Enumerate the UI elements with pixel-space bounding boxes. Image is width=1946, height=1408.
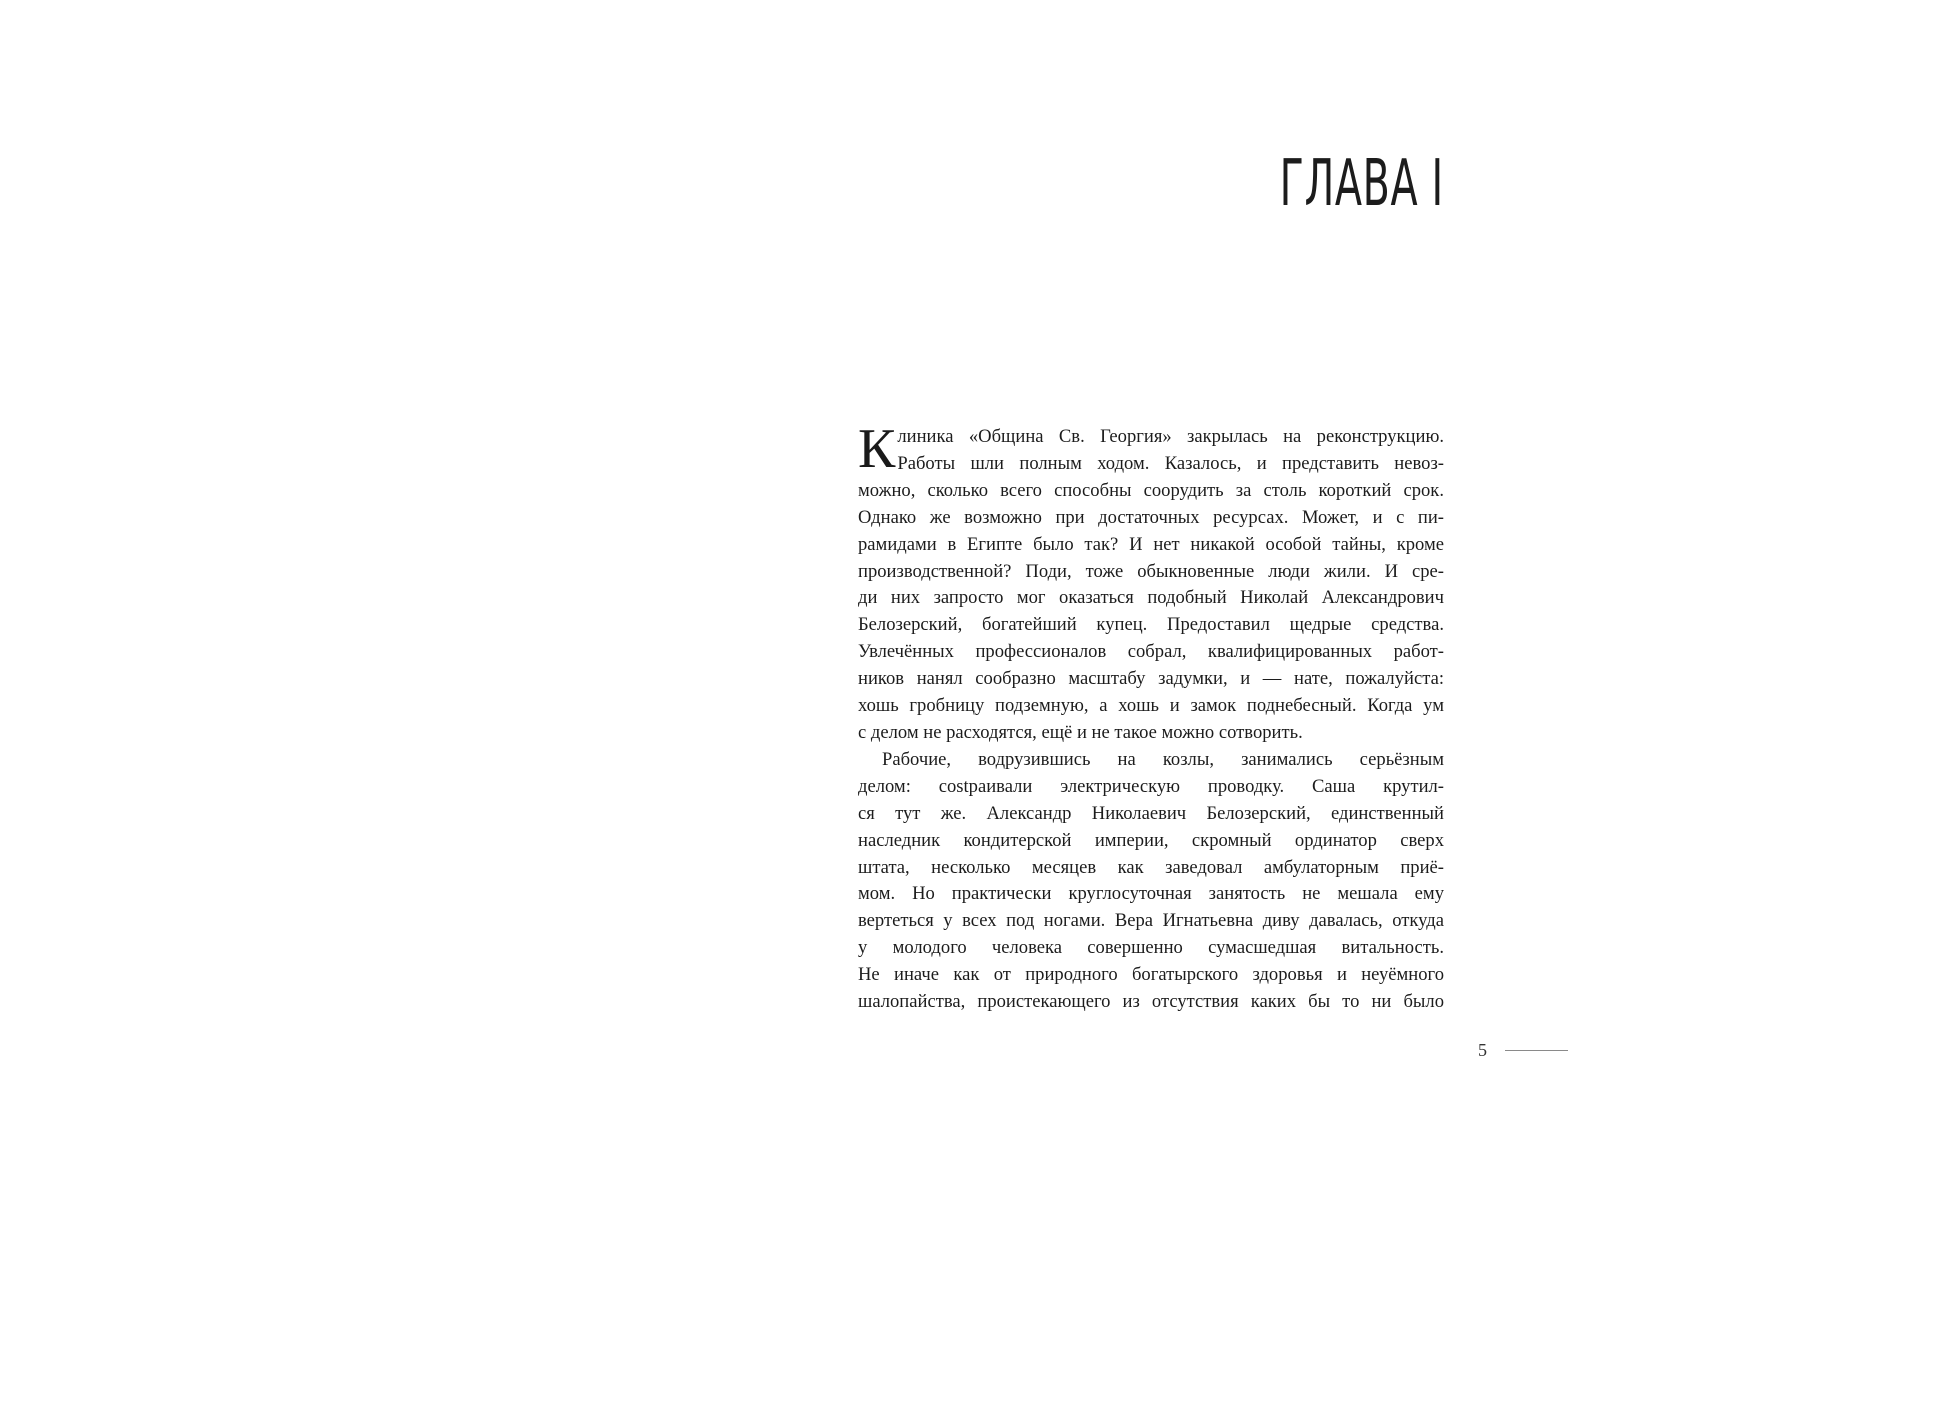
text-line: Увлечённых профессионалов собрал, квалифицированных работ- <box>858 641 1444 663</box>
text-line: наследник кондитерской империи, скромный ординатор сверх <box>858 829 1444 851</box>
text-line: Рабочие, водрузившись на козлы, занимались серьёзным <box>882 748 1444 770</box>
text-line: Белозерский, богатейший купец. Предоставил щедрые средства. <box>858 614 1444 636</box>
paragraph-1 <box>858 418 1444 747</box>
text-line: Не иначе как от природного богатырского здоровья и неуёмного <box>858 964 1444 986</box>
chapter-body <box>858 418 1444 1016</box>
text-line: можно, сколько всего способны соорудить за столь короткий срок. <box>858 479 1444 501</box>
text-line: ди них запросто мог оказаться подобный Николай Александрович <box>858 587 1444 609</box>
text-line: линика «Община Св. Георгия» закрылась на реконструкцию. <box>897 426 1444 447</box>
text-line: с делом не расходятся, ещё и не такое можно сотворить. <box>858 721 1303 743</box>
text-line: рамидами в Египте было так? И нет никакой особой тайны, кроме <box>858 533 1444 555</box>
page-number-rule <box>1505 1050 1568 1051</box>
chapter-title: ГЛАВА I <box>1279 147 1444 221</box>
text-line: хошь гробницу подземную, а хошь и замок поднебесный. Когда ум <box>858 695 1444 717</box>
text-line: Работы шли полным ходом. Казалось, и представить невоз- <box>897 452 1444 474</box>
text-line: Однако же возможно при достаточных ресурсах. Может, и с пи- <box>858 506 1444 528</box>
text-line: мом. Но практически круглосуточная занятость не мешала ему <box>858 883 1444 905</box>
text-line: шалопайства, проистекающего из отсутствия каких бы то ни было <box>858 991 1444 1013</box>
text-line: вертеться у всех под ногами. Вера Игнатьевна диву давалась, откуда <box>858 910 1444 932</box>
text-line: ся тут же. Александр Николаевич Белозерский, единственный <box>858 802 1444 824</box>
text-line: делом: сostраивали электрическую проводку. Саша крутил- <box>858 775 1444 797</box>
text-line: производственной? Поди, тоже обыкновенные люди жили. И сре- <box>858 560 1444 582</box>
page-number: 5 <box>1478 1040 1487 1060</box>
text-line: ников нанял сообразно масштабу задумки, и — нате, пожалуйста: <box>858 668 1444 690</box>
drop-cap: К <box>858 418 896 480</box>
text-line: штата, несколько месяцев как заведовал амбулаторным приё- <box>858 856 1444 878</box>
paragraph-2 <box>858 747 1444 1016</box>
text-line: у молодого человека совершенно сумасшедшая витальность. <box>858 937 1444 959</box>
